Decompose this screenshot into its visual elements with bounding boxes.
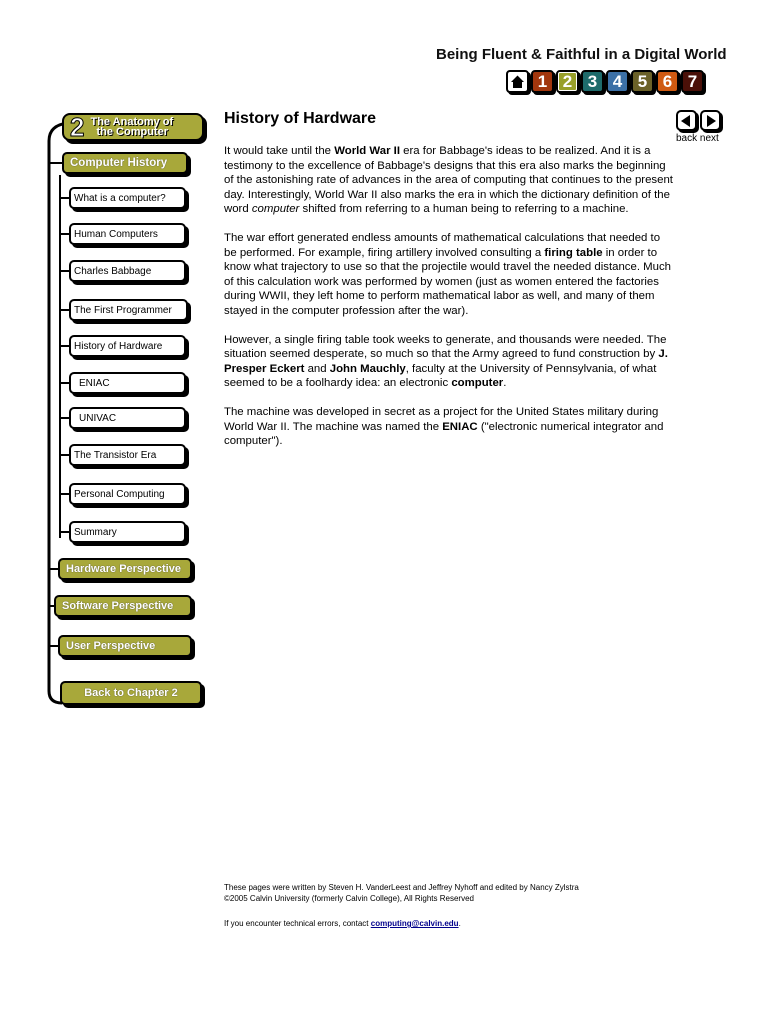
nav-history-of-hardware[interactable]: History of Hardware bbox=[69, 335, 186, 357]
arrow-left-icon bbox=[681, 115, 692, 127]
paragraph-3: However, a single firing table took weeks to generate, and thousands were needed. The situation seemed desperate, so much so that the Army agreed to fund construction by J. Presper Eckert and John Mauchly, faculty at the University of Pennsylvania, of what seemed to be a foolhardy idea: an electronic computer. bbox=[224, 333, 668, 390]
paragraph-2: The war effort generated endless amounts of mathematical calculations that needed to be performed. For example, firing artillery involved consulting a firing table in order to know what trajectory to use so that the projectile would travel the needed distance. Much of this calculation work was performed by women (just as women entered the factories during WWII, they left home to perform mathematical labor as well, and many of them stayed in the computer profession after the war). bbox=[224, 231, 672, 317]
nav-human-computers[interactable]: Human Computers bbox=[69, 223, 186, 245]
chapter-title: The Anatomy of the Computer bbox=[90, 116, 174, 138]
chapter-5-button[interactable]: 5 bbox=[631, 70, 654, 93]
chapter-nav bbox=[506, 70, 704, 93]
paragraph-1: It would take until the World War II era for Babbage's ideas to be realized. And it is a testimony to the excellence of Babbage's designs that this era also marks the beginning of the astonishing rate of advances in the area of computing that continues to the present day. Interestingly, World War II also marks the era in which the dictionary definition of the word computer shifted from referring to a human being to referring to a machine. bbox=[224, 145, 673, 216]
footer bbox=[224, 883, 684, 945]
nav-software-perspective[interactable]: Software Perspective bbox=[54, 595, 192, 617]
credits: These pages were written by Steven H. VanderLeest and Jeffrey Nyhoff and edited by Nancy Zylstra ©2005 Calvin University (formerly Calvin College), All Rights Reserved bbox=[224, 883, 579, 903]
sidebar-nav bbox=[44, 111, 214, 711]
chapter-6-button[interactable]: 6 bbox=[656, 70, 679, 93]
main-content bbox=[224, 110, 674, 463]
nav-what-is-a-computer[interactable]: What is a computer? bbox=[69, 187, 186, 209]
computer-history-link[interactable]: Computer History bbox=[62, 152, 188, 174]
chapter-4-button[interactable]: 4 bbox=[606, 70, 629, 93]
site-title: Being Fluent & Faithful in a Digital World bbox=[436, 46, 727, 63]
nav-hardware-perspective[interactable]: Hardware Perspective bbox=[58, 558, 192, 580]
paragraph-4: The machine was developed in secret as a project for the United States military during World War II. The machine was named the ENIAC ("electronic numerical integrator and computer"). bbox=[224, 405, 664, 448]
back-button[interactable] bbox=[676, 110, 697, 131]
next-link[interactable]: next bbox=[699, 133, 719, 144]
chapter-number: 2 bbox=[70, 112, 85, 142]
home-icon bbox=[510, 74, 525, 89]
chapter-1-button[interactable]: 1 bbox=[531, 70, 554, 93]
pager bbox=[676, 110, 728, 144]
next-button[interactable] bbox=[700, 110, 721, 131]
nav-user-perspective[interactable]: User Perspective bbox=[58, 635, 192, 657]
chapter-2-header[interactable] bbox=[62, 113, 204, 141]
nav-first-programmer[interactable]: The First Programmer bbox=[69, 299, 188, 321]
page-title: History of Hardware bbox=[224, 110, 377, 127]
home-button[interactable] bbox=[506, 70, 529, 93]
nav-transistor-era[interactable]: The Transistor Era bbox=[69, 444, 186, 466]
nav-personal-computing[interactable]: Personal Computing bbox=[69, 483, 186, 505]
contact-line: If you encounter technical errors, contact computing@calvin.edu. bbox=[224, 919, 461, 928]
back-link[interactable]: back bbox=[676, 133, 698, 144]
back-to-chapter-button[interactable]: Back to Chapter 2 bbox=[60, 681, 202, 705]
nav-summary[interactable]: Summary bbox=[69, 521, 186, 543]
chapter-3-button[interactable]: 3 bbox=[581, 70, 604, 93]
nav-univac[interactable]: UNIVAC bbox=[69, 407, 186, 429]
nav-eniac[interactable]: ENIAC bbox=[69, 372, 186, 394]
nav-charles-babbage[interactable]: Charles Babbage bbox=[69, 260, 186, 282]
arrow-right-icon bbox=[705, 115, 716, 127]
chapter-7-button[interactable]: 7 bbox=[681, 70, 704, 93]
contact-email-link[interactable]: computing@calvin.edu bbox=[370, 919, 459, 928]
chapter-2-button[interactable]: 2 bbox=[556, 70, 579, 93]
